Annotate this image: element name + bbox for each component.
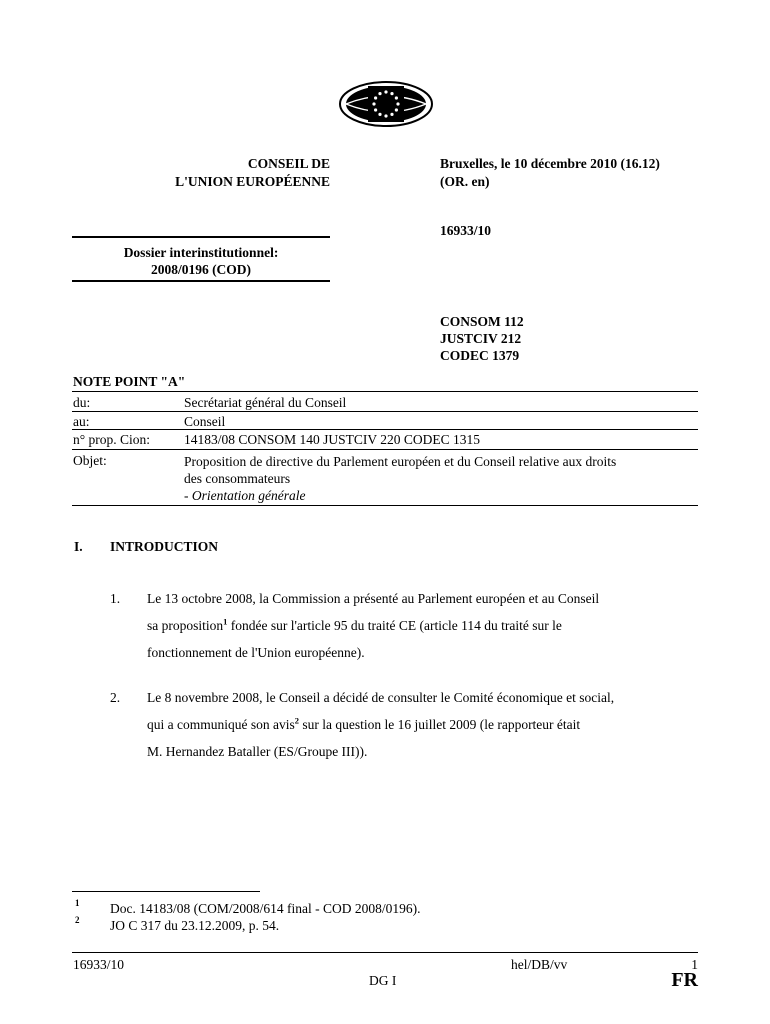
place-date-block — [440, 155, 660, 191]
dossier-top-rule — [72, 236, 330, 238]
subject-line2: des consommateurs — [184, 471, 291, 486]
emblem-star — [374, 108, 377, 111]
note-rule-5 — [72, 505, 698, 506]
emblem-star — [390, 113, 393, 116]
note-rule-1 — [72, 391, 698, 392]
paragraph-1-line3: fonctionnement de l'Union européenne). — [147, 645, 365, 660]
emblem-star — [395, 108, 398, 111]
footer-language: FR — [671, 969, 698, 991]
dossier-label: Dossier interinstitutionnel: — [123, 245, 279, 260]
note-subject-label: Objet: — [73, 453, 107, 468]
classification-codes — [440, 313, 524, 364]
footer-dg: DG I — [369, 973, 397, 988]
paragraph-2-number: 2. — [110, 690, 121, 705]
footnote-1-text: Doc. 14183/08 (COM/2008/614 final - COD 2008/0196). — [110, 901, 421, 916]
code-codec: CODEC 1379 — [440, 348, 520, 363]
doc-number: 16933/10 — [440, 223, 492, 238]
note-title: NOTE POINT "A" — [73, 374, 186, 389]
paragraph-2-line3: M. Hernandez Bataller (ES/Groupe III)). — [147, 744, 368, 759]
footnote-2-mark: 2 — [75, 915, 80, 925]
dossier-number: 2008/0196 (COD) — [150, 262, 252, 277]
note-row-from-value: Secrétariat général du Conseil — [184, 395, 347, 410]
footer-doc-number: 16933/10 — [73, 957, 125, 972]
paragraph-1-line2: sa proposition$^1$ fondée sur l'article 95 du traité CE (article 114 du traité sur le — [147, 616, 562, 633]
footnote-1-mark: 1 — [75, 898, 80, 908]
emblem-star — [390, 92, 393, 95]
paragraph-1-number: 1. — [110, 591, 121, 606]
council-name — [72, 155, 330, 191]
paragraph-2-line2: qui a communiqué son avis$^2$ sur la question le 16 juillet 2009 (le rapporteur était — [147, 715, 581, 732]
note-row-to-label: au: — [73, 414, 90, 429]
footnote-ref-2[interactable]: 2 — [294, 715, 299, 726]
note-rule-4 — [72, 449, 698, 450]
paragraph-2-line1: Le 8 novembre 2008, le Conseil a décidé de consulter le Comité économique et social, — [147, 690, 615, 705]
emblem-star — [395, 96, 398, 99]
emblem-star — [374, 96, 377, 99]
footnote-2-text: JO C 317 du 23.12.2009, p. 54. — [110, 918, 280, 933]
note-row-prop-value: 14183/08 CONSOM 140 JUSTCIV 220 CODEC 1315 — [184, 432, 481, 447]
section-number: I. — [74, 539, 83, 554]
note-rule-2 — [72, 411, 698, 412]
emblem-star — [378, 113, 381, 116]
note-row-prop-label: n° prop. Cion: — [73, 432, 151, 447]
council-line1: CONSEIL DE — [247, 156, 330, 171]
emblem-star — [396, 102, 399, 105]
footer-rule — [72, 952, 698, 953]
footnote-ref-1[interactable]: 1 — [223, 616, 228, 627]
eu-council-emblem-icon — [338, 80, 434, 128]
emblem-star — [384, 114, 387, 117]
footer-page-number: 1 — [691, 957, 698, 972]
emblem-star — [384, 90, 387, 93]
note-rule-3 — [72, 429, 698, 430]
footnote-separator — [72, 891, 260, 892]
paragraph-1 — [147, 585, 697, 666]
code-consom: CONSOM 112 — [440, 314, 524, 329]
note-row-to-value: Conseil — [184, 414, 226, 429]
paragraph-1-line1: Le 13 octobre 2008, la Commission a présenté au Parlement européen et au Conseil — [147, 591, 600, 606]
paragraph-2 — [147, 684, 707, 765]
emblem-star — [372, 102, 375, 105]
section-title: INTRODUCTION — [110, 539, 219, 554]
emblem-star — [378, 92, 381, 95]
note-row-from-label: du: — [73, 395, 91, 410]
original-language: (OR. en) — [440, 174, 490, 189]
dossier-block — [72, 244, 330, 278]
note-subject-value — [184, 453, 616, 504]
dossier-bottom-rule — [72, 280, 330, 282]
subject-line1: Proposition de directive du Parlement européen et du Conseil relative aux droits — [184, 454, 617, 469]
footer-initials: hel/DB/vv — [511, 957, 568, 972]
code-justciv: JUSTCIV 212 — [440, 331, 522, 346]
subject-line3: - Orientation générale — [184, 488, 306, 503]
council-line2: L'UNION EUROPÉENNE — [175, 174, 330, 189]
place-date: Bruxelles, le 10 décembre 2010 (16.12) — [440, 156, 660, 171]
